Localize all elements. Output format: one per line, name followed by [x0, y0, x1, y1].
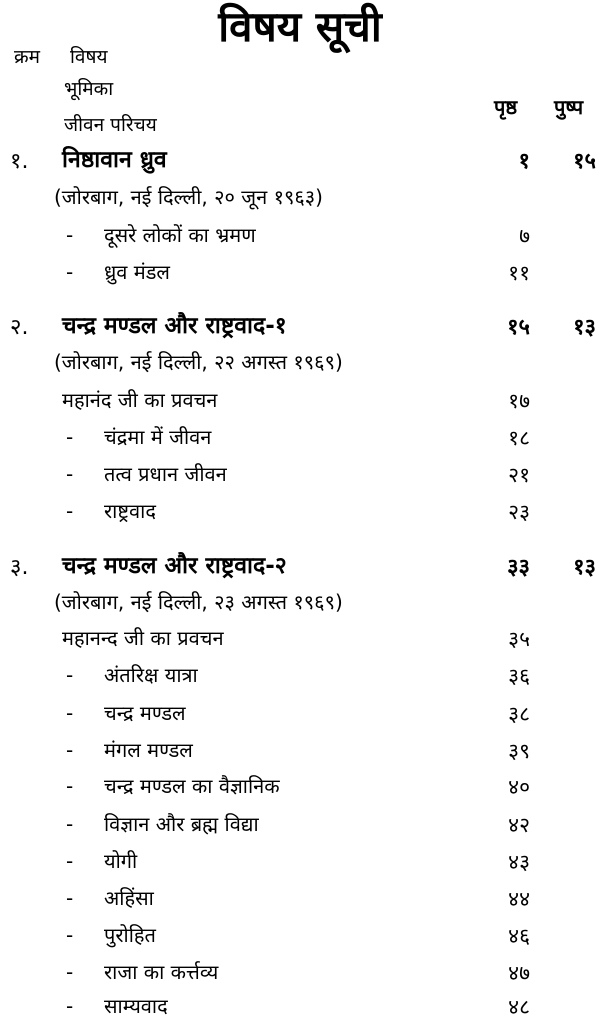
item-page: ११: [508, 261, 530, 285]
item-page: ४६: [508, 924, 530, 948]
list-dash: -: [66, 663, 74, 687]
list-item: चंद्रमा में जीवन: [104, 425, 212, 449]
section-page: ३३: [507, 555, 530, 580]
list-item: योगी: [104, 849, 138, 873]
column-header-vishay: विषय: [70, 46, 108, 68]
section-title: चन्द्र मण्डल और राष्ट्रवाद-१: [62, 313, 287, 339]
item-page: ३८: [508, 702, 530, 726]
entry-bhoomika: भूमिका: [64, 78, 114, 100]
entry-jeevan-parichay: जीवन परिचय: [64, 114, 157, 136]
section-pushp: १५: [573, 149, 596, 174]
list-item: तत्व प्रधान जीवन: [104, 462, 227, 486]
list-dash: -: [66, 994, 74, 1018]
list-dash: -: [66, 812, 74, 836]
section-place-date: (जोरबाग, नई दिल्ली, २३ अगस्त १९६९): [54, 590, 343, 614]
item-page: ४८: [508, 995, 530, 1019]
section-place-date: (जोरबाग, नई दिल्ली, २० जून १९६३): [54, 185, 323, 209]
item-page: ४७: [508, 961, 530, 985]
list-item: राष्ट्रवाद: [104, 499, 156, 523]
section-number: २.: [10, 315, 29, 340]
list-item: साम्यवाद: [104, 994, 168, 1018]
section-page: १५: [507, 315, 530, 340]
section-number: ३.: [10, 555, 29, 580]
section-page: १: [518, 149, 530, 174]
list-dash: -: [66, 499, 74, 523]
section-place-date: (जोरबाग, नई दिल्ली, २२ अगस्त १९६९): [54, 350, 343, 374]
list-dash: -: [66, 923, 74, 947]
page-title: विषय सूची: [218, 2, 382, 51]
pravachan-entry: महानन्द जी का प्रवचन: [62, 626, 224, 650]
list-item: पुरोहित: [104, 923, 156, 947]
list-dash: -: [66, 774, 74, 798]
section-title: चन्द्र मण्डल और राष्ट्रवाद-२: [62, 553, 287, 579]
item-page: ७: [519, 224, 530, 248]
list-dash: -: [66, 425, 74, 449]
section-pushp: १३: [573, 315, 596, 340]
item-page: ४२: [508, 813, 530, 837]
section-pushp: १३: [573, 555, 596, 580]
list-item: मंगल मण्डल: [104, 738, 193, 762]
list-item: चन्द्र मण्डल: [104, 701, 186, 725]
item-page: ४४: [508, 887, 530, 911]
item-page: २३: [508, 500, 530, 524]
item-page: ३९: [508, 739, 530, 763]
list-dash: -: [66, 701, 74, 725]
list-dash: -: [66, 738, 74, 762]
section-number: १.: [10, 149, 29, 174]
list-dash: -: [66, 886, 74, 910]
list-item: अहिंसा: [104, 886, 154, 910]
list-item: राजा का कर्त्तव्य: [104, 960, 219, 984]
list-dash: -: [66, 462, 74, 486]
item-page: १८: [508, 426, 530, 450]
item-page: ४३: [508, 850, 530, 874]
list-item: विज्ञान और ब्रह्म विद्या: [104, 812, 259, 836]
list-item: ध्रुव मंडल: [104, 260, 170, 284]
item-page: ४०: [508, 775, 530, 799]
list-dash: -: [66, 849, 74, 873]
item-page: १७: [508, 389, 530, 413]
list-dash: -: [66, 260, 74, 284]
list-dash: -: [66, 223, 74, 247]
item-page: ३५: [508, 627, 530, 651]
pravachan-entry: महानंद जी का प्रवचन: [62, 388, 218, 412]
list-item: दूसरे लोकों का भ्रमण: [104, 223, 256, 247]
list-dash: -: [66, 960, 74, 984]
column-header-pushp: पुष्प: [554, 95, 584, 119]
section-title: निष्ठावान ध्रुव: [62, 147, 167, 173]
list-item: अंतरिक्ष यात्रा: [104, 663, 198, 687]
item-page: ३६: [508, 664, 530, 688]
column-header-prishth: पृष्ठ: [494, 95, 518, 119]
list-item: चन्द्र मण्डल का वैज्ञानिक: [104, 774, 280, 798]
item-page: २१: [508, 463, 530, 487]
column-header-kram: क्रम: [14, 46, 40, 68]
